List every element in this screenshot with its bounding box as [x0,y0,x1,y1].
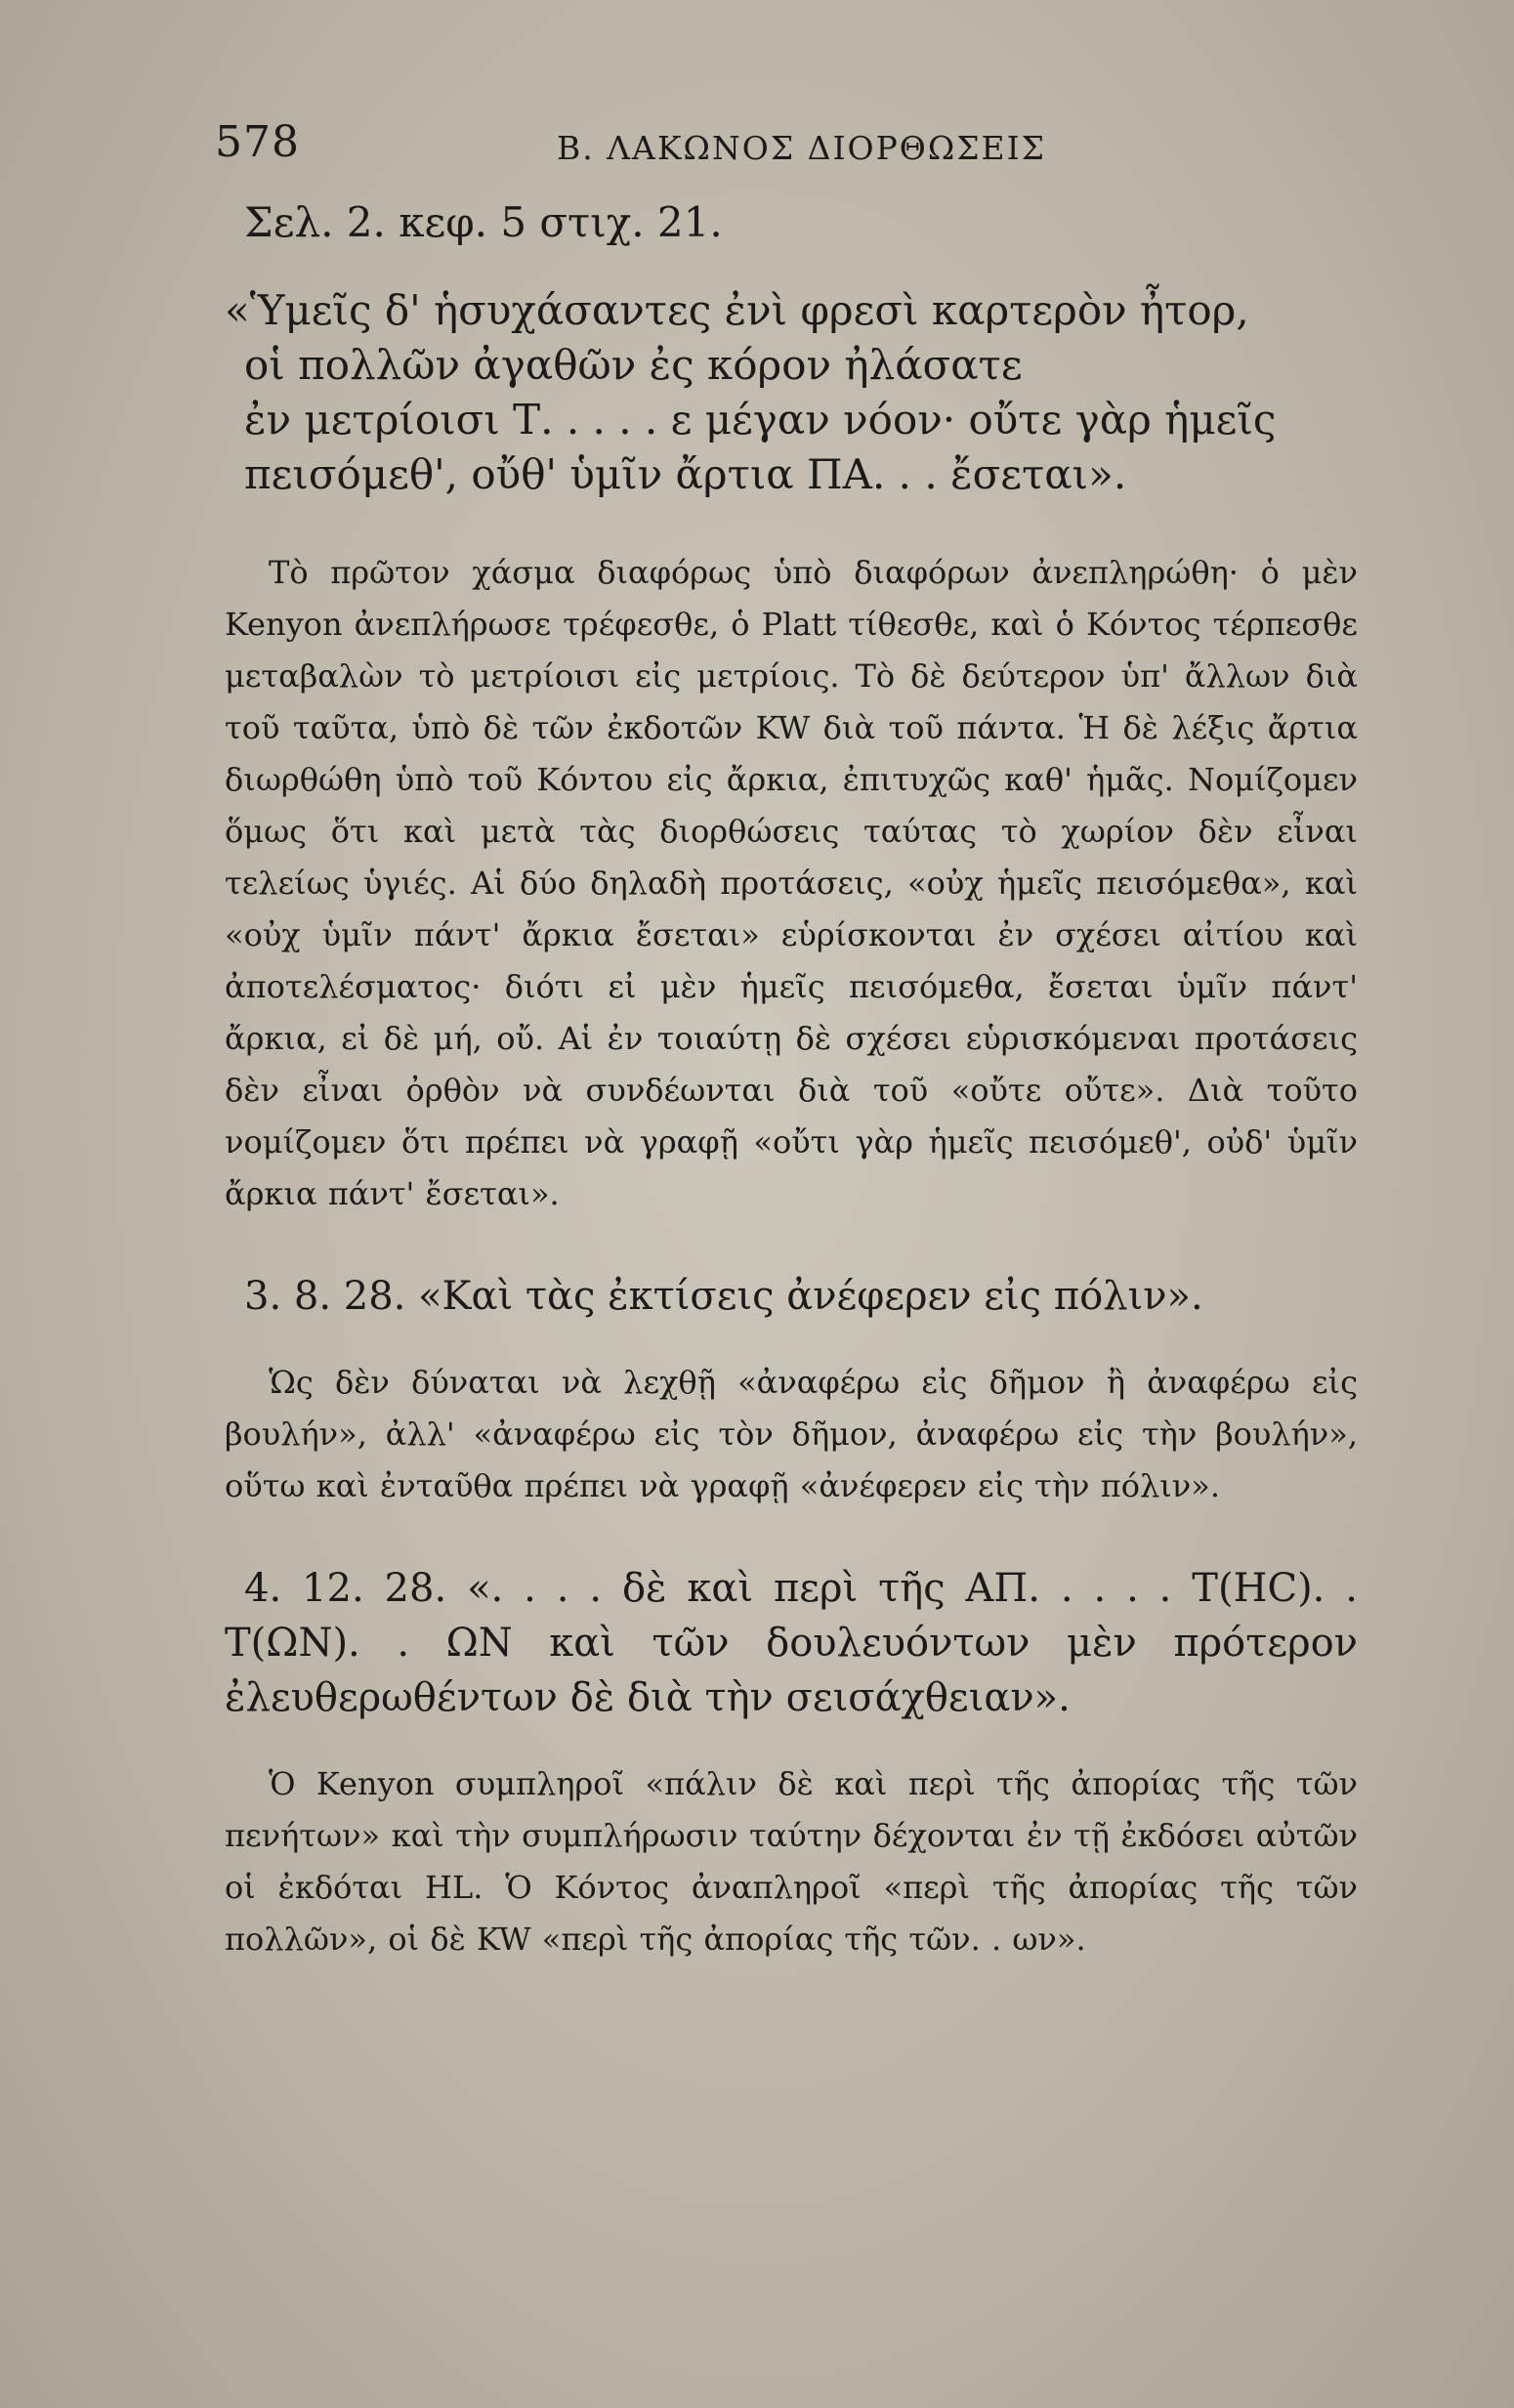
commentary-paragraph: Ὡς δὲν δύναται νὰ λεχθῇ «ἀναφέρω εἰς δῆμον ἢ ἀναφέρω εἰς βουλήν», ἀλλ' «ἀναφέρω εἰς τὸν δῆμον, ἀναφέρω εἰς τὴν βουλήν», οὕτω καὶ ἐνταῦθα πρέπει νὰ γραφῇ «ἀνέφερεν εἰς τὴν πόλιν». [225,1364,1358,1504]
verse-line: «Ὑμεῖς δ' ἡσυχάσαντες ἐνὶ φρεσὶ καρτερὸν ἦτορ, [225,286,1249,334]
page-header [215,117,1348,176]
verse-line: ἐν μετρίοισι Τ. . . . . ε μέγαν νόον· οὔτε γὰρ ἡμεῖς [244,396,1277,444]
quoted-verse [225,283,1358,502]
verse-line: πεισόμεθ', οὔθ' ὑμῖν ἄρτια ΠΑ. . . ἔσεται». [244,450,1127,498]
running-title: Β. ΛΑΚΩΝΟΣ ΔΙΟΡΘΩΣΕΙΣ [557,129,1046,167]
verse-line: οἱ πολλῶν ἀγαθῶν ἐς κόρον ἠλάσατε [244,341,1023,389]
commentary-paragraph: Τὸ πρῶτον χάσμα διαφόρως ὑπὸ διαφόρων ἀνεπληρώθη· ὁ μὲν Kenyon ἀνεπλήρωσε τρέφεσθε, ὁ Platt τίθεσθε, καὶ ὁ Κόντος τέρπεσθε μεταβαλὼν τὸ μετρίοισι εἰς μετρίοις. Τὸ δὲ δεύτερον ὑπ' ἄλλων διὰ τοῦ ταῦτα, ὑπὸ δὲ τῶν ἐκδοτῶν KW διὰ τοῦ πάντα. Ἡ δὲ λέξις ἄρτια διωρθώθη ὑπὸ τοῦ Κόντου εἰς ἄρκια, ἐπιτυχῶς καθ' ἡμᾶς. Νομίζομεν ὅμως ὅτι καὶ μετὰ τὰς διορθώσεις ταύτας τὸ χωρίον δὲν εἶναι τελείως ὑγιές. Αἱ δύο δηλαδὴ προτάσεις, «οὐχ ἡμεῖς πεισόμεθα», καὶ «οὐχ ὑμῖν πάντ' ἄρκια ἔσεται» εὑρίσκονται ἐν σχέσει αἰτίου καὶ ἀποτελέσματος· διότι εἰ μὲν ἡμεῖς πεισόμεθα, ἔσεται ὑμῖν πάντ' ἄρκια, εἰ δὲ μή, οὔ. Αἱ ἐν τοιαύτῃ δὲ σχέσει εὑρισκόμεναι προτάσεις δὲν εἶναι ὀρθὸν νὰ συνδέωνται διὰ τοῦ «οὔτε οὔτε». Διὰ τοῦτο νομίζομεν ὅτι πρέπει νὰ γραφῇ «οὔτι γὰρ ἡμεῖς πεισόμεθ', οὐδ' ὑμῖν ἄρκια πάντ' ἔσεται». [225,554,1358,1212]
reference-line: Σελ. 2. κεφ. 5 στιχ. 21. [244,198,723,246]
section-heading: 3. 8. 28. «Καὶ τὰς ἐκτίσεις ἀνέφερεν εἰς πόλιν». [244,1274,1203,1319]
page-number: 578 [215,117,300,167]
section-heading: 4. 12. 28. «. . . . δὲ καὶ περὶ τῆς ΑΠ. . . . . Τ(ΗC). . Τ(ΩΝ). . ΩΝ καὶ τῶν δουλευόντων μὲν πρότερον ἐλευθερωθέντων δὲ διὰ τὴν σεισάχθειαν». [225,1566,1358,1720]
page-content [225,195,1358,1965]
commentary-paragraph: Ὁ Kenyon συμπληροῖ «πάλιν δὲ καὶ περὶ τῆς ἀπορίας τῆς τῶν πενήτων» καὶ τὴν συμπλήρωσιν ταύτην δέχονται ἐν τῇ ἐκδόσει αὐτῶν οἱ ἐκδόται HL. Ὁ Κόντος ἀναπληροῖ «περὶ τῆς ἀπορίας τῆς τῶν πολλῶν», οἱ δὲ KW «περὶ τῆς ἀπορίας τῆς τῶν. . ων». [225,1765,1358,1958]
